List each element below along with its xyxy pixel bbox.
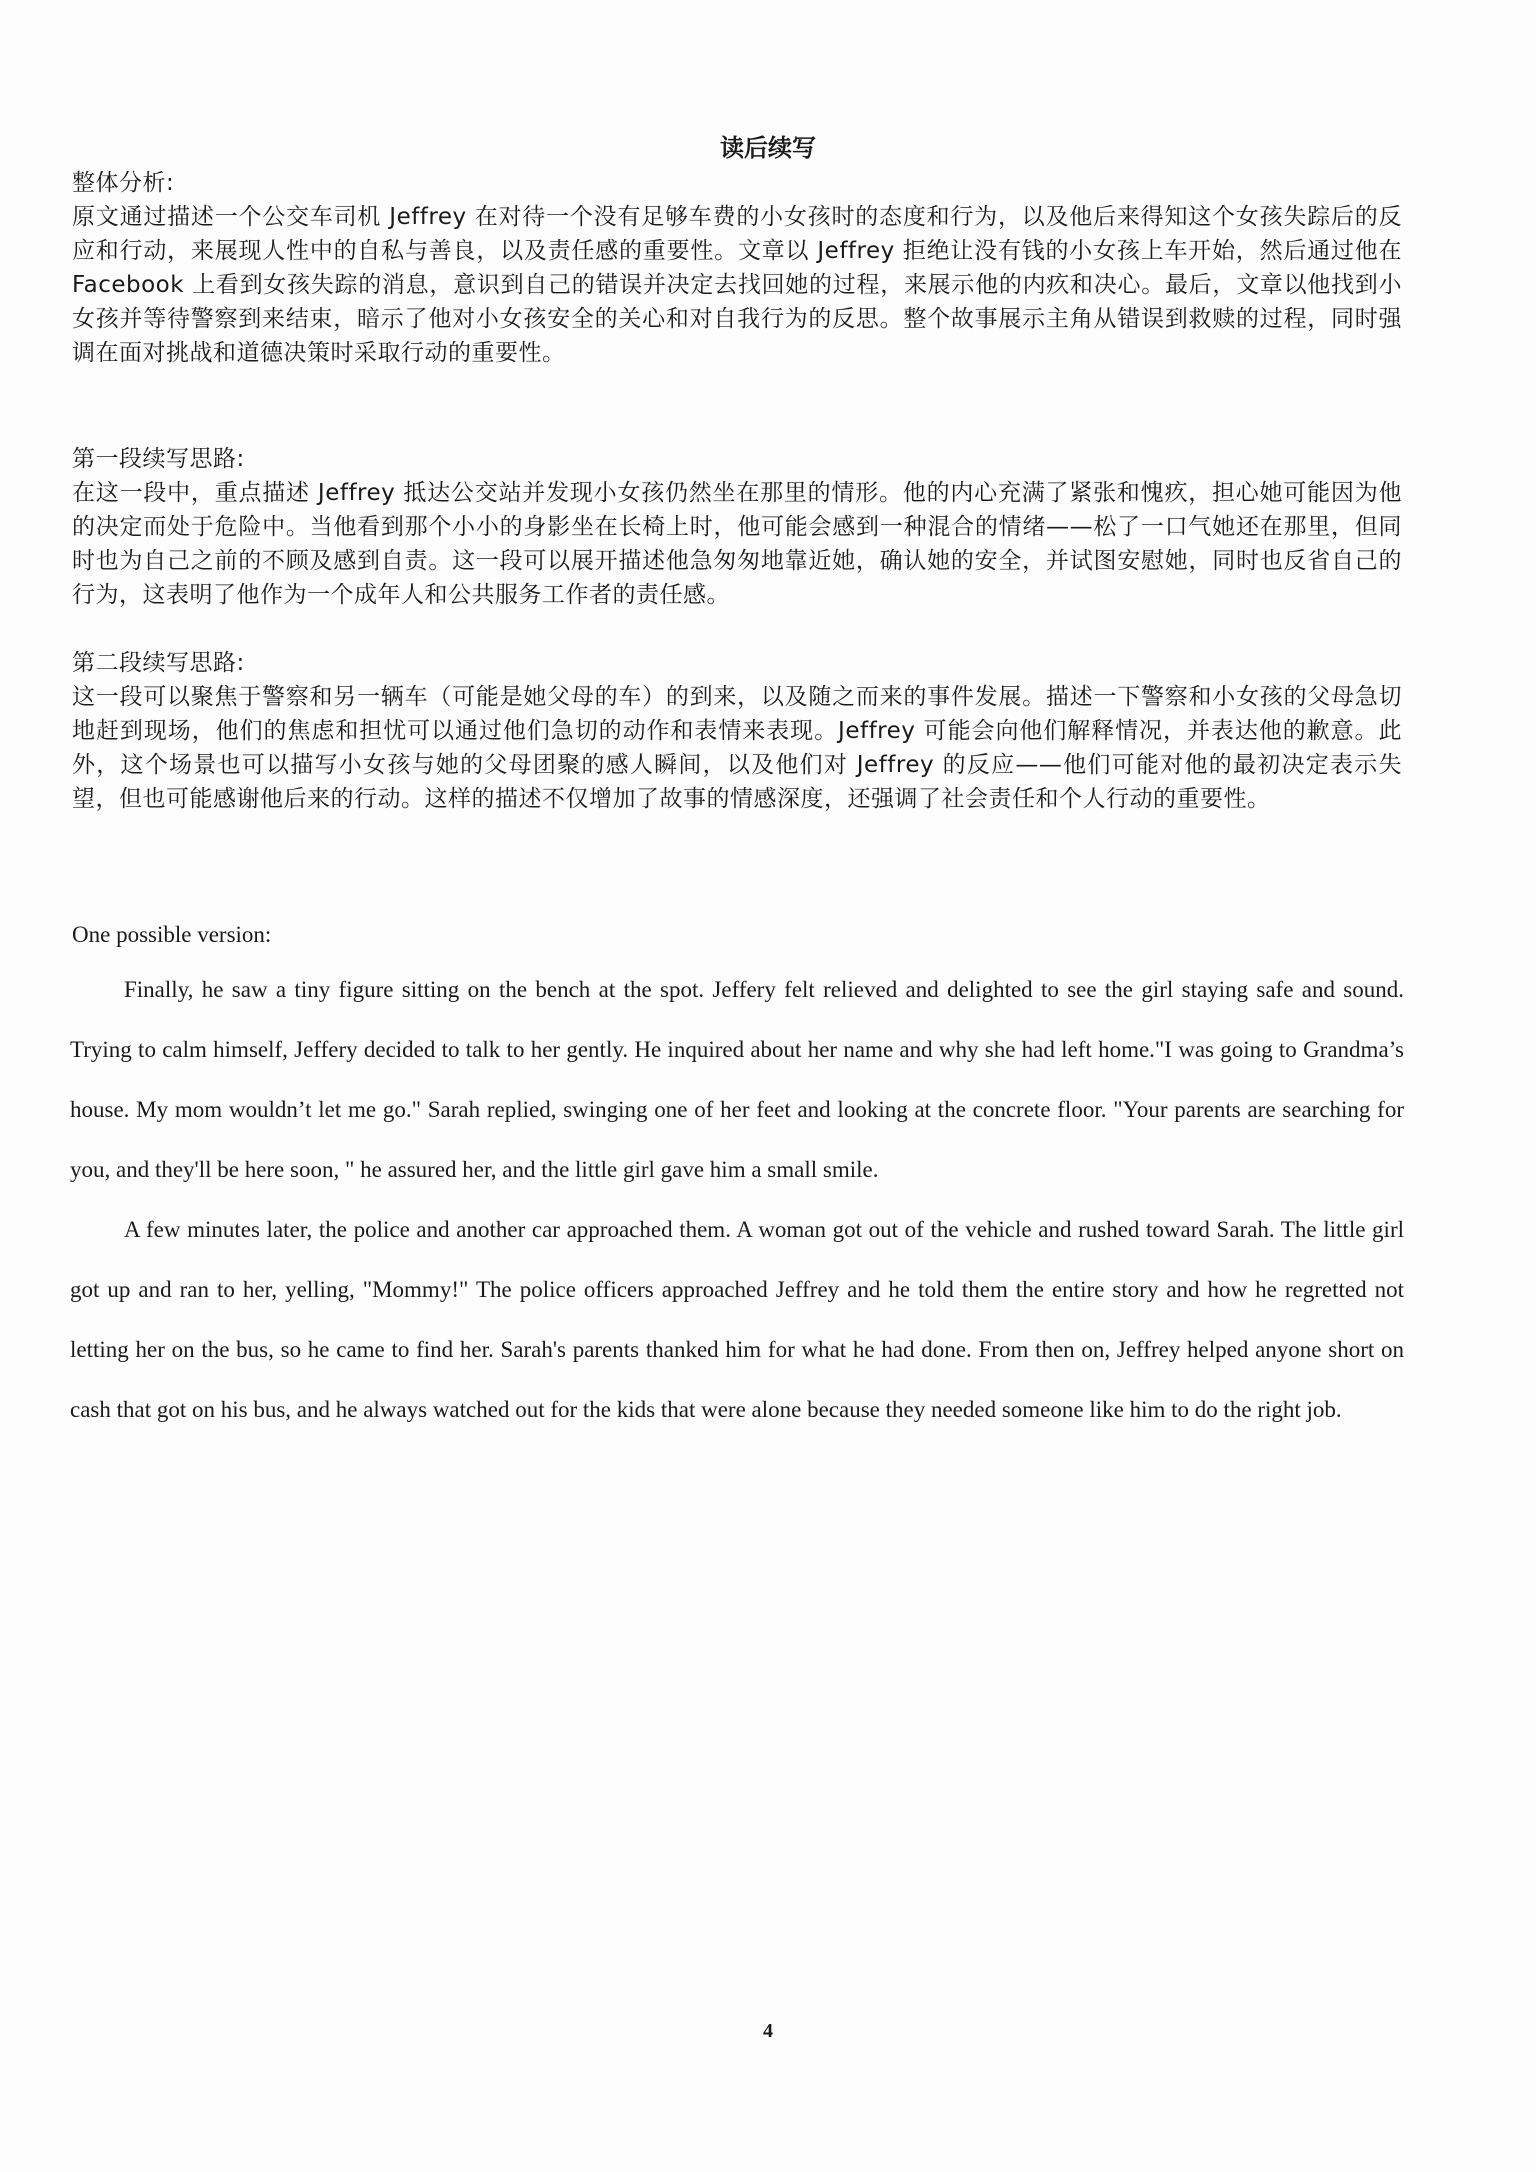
sample-paragraph-two: A few minutes later, the police and another car approached them. A woman got out of the vehicle and rushed toward Sarah. The little girl got up and ran to her, yelling, "Mommy!" The police officers approached Jeffrey and he told them the entire story and how he regretted not letting her on the bus, so he came to find her. Sarah's parents thanked him for what he had done. From then on, Jeffrey helped anyone short on cash that got on his bus, and he always watched out for the kids that were alone because they needed someone like him to do the right job. [70,1217,1404,1422]
overall-analysis-heading: 整体分析: [72,170,175,196]
sample-version-section [70,960,1404,1440]
paragraph-one-idea-section [72,442,1402,612]
paragraph-one-idea-heading: 第一段续写思路: [72,446,245,472]
paragraph-two-idea-heading: 第二段续写思路: [72,650,245,676]
overall-analysis-text: 原文通过描述一个公交车司机 Jeffrey 在对待一个没有足够车费的小女孩时的态度和行为，以及他后来得知这个女孩失踪后的反应和行动，来展现人性中的自私与善良，以及责任感的重要性。文章以 Jeffrey 拒绝让没有钱的小女孩上车开始，然后通过他在 Facebook 上看到女孩失踪的消息，意识到自己的错误并决定去找回她的过程，来展示他的内疚和决心。最后，文章以他找到小女孩并等待警察到来结束，暗示了他对小女孩安全的关心和对自我行为的反思。整个故事展示主角从错误到救赎的过程，同时强调在面对挑战和道德决策时采取行动的重要性。 [72,204,1402,366]
sample-version-label: One possible version: [72,922,272,947]
sample-paragraph-one: Finally, he saw a tiny figure sitting on the bench at the spot. Jeffery felt relieved and delighted to see the girl staying safe and sound. Trying to calm himself, Jeffery decided to talk to her gently. He inquired about her name and why she had left home."I was going to Grandma’s house. My mom wouldn’t let me go." Sarah replied, swinging one of her feet and looking at the concrete floor. "Your parents are searching for you, and they'll be here soon, " he assured her, and the little girl gave him a small smile. [70,977,1404,1182]
page-title: 读后续写 [720,134,816,162]
paragraph-two-idea-text: 这一段可以聚焦于警察和另一辆车（可能是她父母的车）的到来，以及随之而来的事件发展。描述一下警察和小女孩的父母急切地赶到现场，他们的焦虑和担忧可以通过他们急切的动作和表情来表现。Jeffrey 可能会向他们解释情况，并表达他的歉意。此外，这个场景也可以描写小女孩与她的父母团聚的感人瞬间，以及他们对 Jeffrey 的反应——他们可能对他的最初决定表示失望，但也可能感谢他后来的行动。这样的描述不仅增加了故事的情感深度，还强调了社会责任和个人行动的重要性。 [72,684,1402,812]
overall-analysis-section [72,166,1402,370]
page-number: 4 [763,2020,773,2042]
paragraph-one-idea-text: 在这一段中，重点描述 Jeffrey 抵达公交站并发现小女孩仍然坐在那里的情形。他的内心充满了紧张和愧疚，担心她可能因为他的决定而处于危险中。当他看到那个小小的身影坐在长椅上时，他可能会感到一种混合的情绪——松了一口气她还在那里，但同时也为自己之前的不顾及感到自责。这一段可以展开描述他急匆匆地靠近她，确认她的安全，并试图安慰她，同时也反省自己的行为，这表明了他作为一个成年人和公共服务工作者的责任感。 [72,480,1402,608]
paragraph-two-idea-section [72,646,1402,816]
